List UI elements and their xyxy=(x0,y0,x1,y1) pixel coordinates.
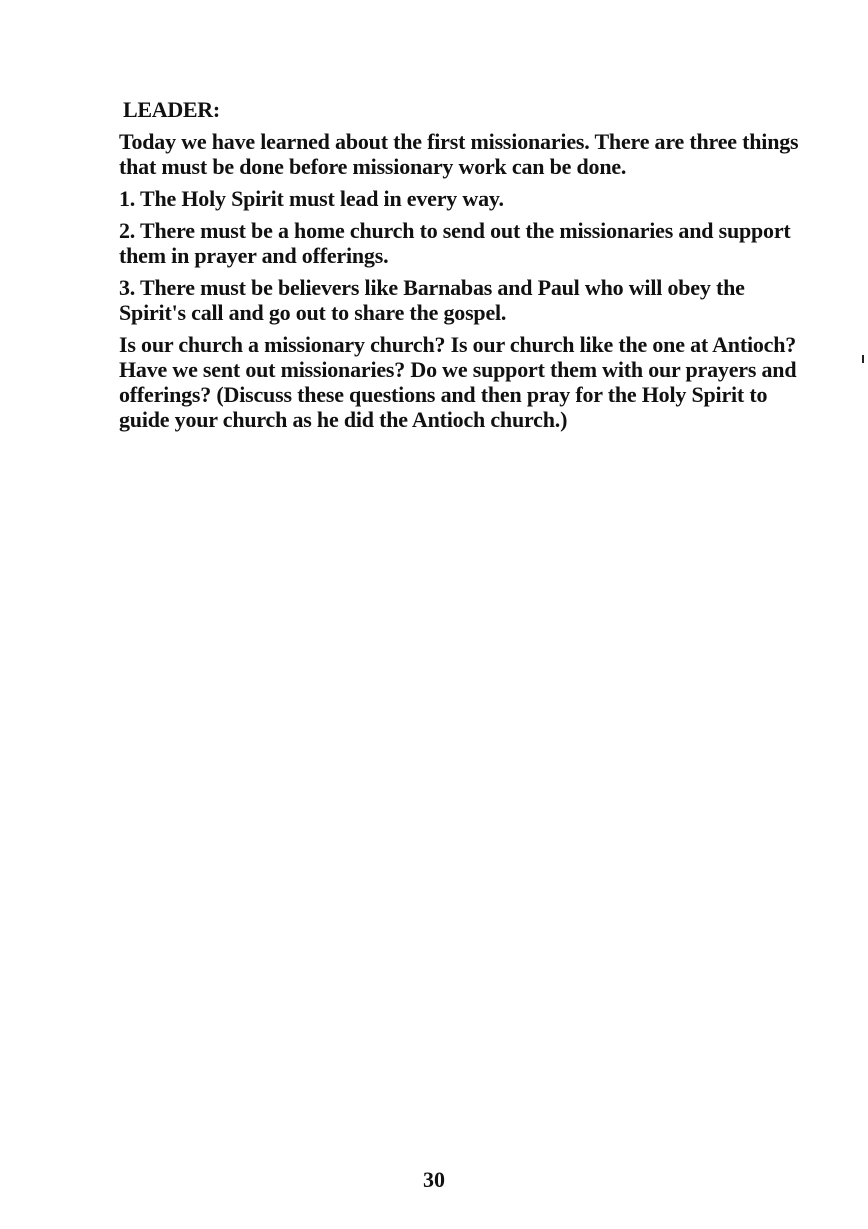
paragraph-discussion: Is our church a missionary church? Is our church like the one at Antioch? Have we sent out missionaries? Do we support them with our prayers and offerings? (Discuss these questions and then pray for the Holy Spirit to guide your church as he did the Antioch church.) xyxy=(119,332,797,432)
leader-heading: LEADER: xyxy=(123,97,220,122)
paragraph-point-2: 2. There must be a home church to send out the missionaries and support them in prayer and offerings. xyxy=(119,218,791,268)
margin-mark xyxy=(862,355,864,363)
paragraph-point-3: 3. There must be believers like Barnabas and Paul who will obey the Spirit's call and go out to share the gospel. xyxy=(119,275,745,325)
paragraph-intro: Today we have learned about the first missionaries. There are three things that must be done before missionary work can be done. xyxy=(119,129,799,179)
page-number: 30 xyxy=(423,1167,445,1192)
paragraph-point-1: 1. The Holy Spirit must lead in every way. xyxy=(119,186,504,211)
page-content xyxy=(119,97,805,439)
